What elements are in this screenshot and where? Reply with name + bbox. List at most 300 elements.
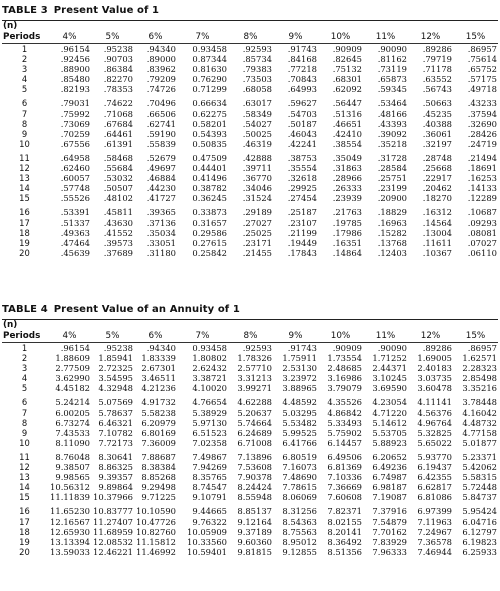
value-cell: .17843: [287, 247, 317, 258]
value-cell: 11.15812: [136, 536, 176, 547]
value-cell: 8.30641: [98, 451, 133, 462]
value-cell: .90909: [332, 44, 362, 54]
value-cell: .40388: [422, 118, 452, 129]
value-cell: .16312: [422, 207, 452, 218]
value-cell: .94340: [146, 44, 176, 54]
value-cell: .79031: [60, 98, 90, 109]
value-cell: .86384: [103, 64, 133, 75]
value-cell: 11.27407: [93, 516, 133, 527]
value-cell: .88900: [60, 64, 90, 75]
value-cell: .25025: [242, 227, 272, 238]
table-row: [2, 438, 498, 448]
value-cell: 6.25933: [462, 546, 497, 557]
value-cell: 1.80802: [192, 353, 227, 364]
value-cell: 7.82371: [327, 506, 362, 517]
value-cell: .74726: [146, 84, 176, 95]
table-row: [2, 173, 498, 183]
value-cell: .28426: [467, 128, 497, 139]
value-cell: .20900: [377, 193, 407, 204]
value-cell: 7.46944: [417, 546, 452, 557]
value-cell: 1.73554: [327, 353, 362, 364]
value-cell: .42410: [332, 128, 362, 139]
period-cell: 2: [21, 54, 28, 65]
period-cell: 20: [19, 546, 30, 557]
value-cell: 9.89864: [98, 482, 133, 493]
table-title: [2, 303, 498, 317]
table-title: [2, 4, 498, 18]
table-row: [2, 203, 498, 217]
value-cell: 5.78637: [98, 407, 133, 418]
value-cell: .55839: [146, 138, 176, 149]
value-cell: .43630: [103, 217, 133, 228]
value-cell: .63017: [242, 98, 272, 109]
value-cell: 8.51356: [327, 546, 362, 557]
value-cell: .32618: [287, 173, 317, 184]
value-cell: 6.24689: [237, 427, 272, 438]
value-cell: 5.53705: [372, 427, 407, 438]
value-cell: .14133: [467, 183, 497, 194]
table-row: [2, 472, 498, 482]
value-cell: .56743: [422, 84, 452, 95]
value-cell: 9.60360: [237, 536, 272, 547]
value-cell: 6.19823: [462, 536, 497, 547]
value-cell: 4.16042: [462, 407, 497, 418]
value-cell: .31524: [242, 193, 272, 204]
value-cell: .42888: [242, 152, 272, 163]
period-cell: 5: [21, 383, 28, 394]
value-cell: 1.62571: [462, 353, 497, 364]
value-cell: .86957: [467, 343, 497, 353]
value-cell: 8.11090: [55, 437, 90, 448]
table-row: [2, 84, 498, 94]
value-cell: 9.81815: [237, 546, 272, 557]
value-cell: 7.19087: [372, 492, 407, 503]
table-row: [2, 363, 498, 373]
value-cell: 3.35216: [462, 383, 497, 394]
value-cell: 8.24424: [237, 482, 272, 493]
value-cell: 8.20141: [327, 526, 362, 537]
period-cell: 15: [19, 492, 30, 503]
table-row: [2, 537, 498, 547]
period-cell: 14: [19, 482, 30, 493]
value-cell: .23171: [242, 237, 272, 248]
value-cell: 9.12164: [237, 516, 272, 527]
value-cell: .85734: [242, 54, 272, 65]
value-cell: 10.82760: [136, 526, 176, 537]
rate-header: 4%: [48, 331, 91, 343]
value-cell: 9.44665: [192, 506, 227, 517]
value-cell: .92593: [242, 44, 272, 54]
value-cell: 10.83777: [93, 506, 133, 517]
value-cell: .68058: [242, 84, 272, 95]
value-cell: .48166: [377, 108, 407, 119]
value-cell: .52679: [146, 152, 176, 163]
value-cell: 0.62275: [192, 108, 227, 119]
period-cell: 9: [21, 128, 28, 139]
value-cell: .50025: [242, 128, 272, 139]
value-cell: 0.44401: [192, 163, 227, 174]
value-cell: .66506: [146, 108, 176, 119]
value-cell: .65752: [467, 64, 497, 75]
value-cell: 9.76322: [192, 516, 227, 527]
value-cell: .75132: [332, 64, 362, 75]
period-cell: 15: [19, 193, 30, 204]
value-cell: .73503: [242, 74, 272, 85]
value-cell: 4.48592: [282, 397, 317, 408]
value-cell: 12.65930: [50, 526, 90, 537]
value-cell: 7.37916: [372, 506, 407, 517]
value-cell: .55526: [60, 193, 90, 204]
value-cell: 11.68959: [93, 526, 133, 537]
value-cell: .21494: [467, 152, 497, 163]
value-cell: .25668: [422, 163, 452, 174]
value-cell: 7.36578: [417, 536, 452, 547]
value-cell: .22917: [422, 173, 452, 184]
table-number: TABLE 3: [2, 5, 48, 16]
value-cell: 4.62288: [237, 397, 272, 408]
value-cell: 8.31256: [282, 506, 317, 517]
value-cell: 3.03735: [417, 373, 452, 384]
value-cell: 9.98565: [55, 472, 90, 483]
value-cell: .84168: [287, 54, 317, 65]
value-cell: .23107: [287, 217, 317, 228]
value-cell: .36061: [422, 128, 452, 139]
value-cell: .39573: [103, 237, 133, 248]
value-cell: .41552: [103, 227, 133, 238]
value-cell: .46884: [146, 173, 176, 184]
value-cell: 0.66634: [192, 98, 227, 109]
value-cell: 7.36009: [141, 437, 176, 448]
value-cell: .59190: [146, 128, 176, 139]
table-row: [2, 502, 498, 516]
value-cell: .64993: [287, 84, 317, 95]
value-cell: 8.86325: [98, 462, 133, 473]
value-cell: 7.94269: [192, 462, 227, 473]
value-cell: .14564: [422, 217, 452, 228]
value-cell: 8.35765: [192, 472, 227, 483]
value-cell: .42241: [287, 138, 317, 149]
value-cell: .18829: [377, 207, 407, 218]
value-cell: 9.71225: [141, 492, 176, 503]
value-cell: .47464: [60, 237, 90, 248]
value-cell: 3.54595: [98, 373, 133, 384]
value-cell: 3.16986: [327, 373, 362, 384]
period-cell: 12: [19, 462, 30, 473]
value-cell: .31863: [332, 163, 362, 174]
value-cell: 0.93458: [192, 343, 227, 353]
value-cell: 5.23371: [462, 451, 497, 462]
value-cell: 7.11963: [417, 516, 452, 527]
value-cell: .62092: [332, 84, 362, 95]
value-cell: .08081: [467, 227, 497, 238]
table-body: [2, 343, 498, 557]
value-cell: .34046: [242, 183, 272, 194]
value-cell: .89286: [422, 343, 452, 353]
value-cell: .89286: [422, 44, 452, 54]
value-cell: 6.04716: [462, 516, 497, 527]
rate-header: 8%: [228, 331, 273, 343]
value-cell: .45811: [103, 207, 133, 218]
value-cell: .12289: [467, 193, 497, 204]
value-cell: .32197: [422, 138, 452, 149]
rate-header: 6%: [134, 331, 177, 343]
value-cell: .16253: [467, 173, 497, 184]
value-cell: 6.98187: [372, 482, 407, 493]
value-cell: .49697: [146, 163, 176, 174]
value-cell: .35049: [332, 152, 362, 163]
value-cell: .51337: [60, 217, 90, 228]
table-row: [2, 448, 498, 462]
value-cell: .54703: [287, 108, 317, 119]
value-cell: .85480: [60, 74, 90, 85]
value-cell: 5.33493: [327, 417, 362, 428]
value-cell: 5.20637: [237, 407, 272, 418]
value-cell: 6.46321: [98, 417, 133, 428]
value-cell: 3.69590: [372, 383, 407, 394]
value-cell: .48102: [103, 193, 133, 204]
value-cell: 3.78448: [462, 397, 497, 408]
value-cell: .95238: [103, 44, 133, 54]
value-cell: .09293: [467, 217, 497, 228]
table-row: [2, 527, 498, 537]
value-cell: .25751: [377, 173, 407, 184]
value-cell: 10.33560: [187, 536, 227, 547]
value-cell: 3.31213: [237, 373, 272, 384]
rate-header: 7%: [177, 32, 228, 44]
table-row: [2, 393, 498, 407]
value-cell: .17986: [332, 227, 362, 238]
value-cell: .46651: [332, 118, 362, 129]
value-cell: .46043: [287, 128, 317, 139]
value-cell: 0.93458: [192, 44, 227, 54]
value-cell: .18270: [422, 193, 452, 204]
value-cell: .68301: [332, 74, 362, 85]
rate-header: 8%: [228, 32, 273, 44]
value-cell: 4.11141: [417, 397, 452, 408]
value-cell: 5.58315: [462, 472, 497, 483]
period-cell: 11: [19, 152, 30, 163]
value-cell: 7.53608: [237, 462, 272, 473]
rates-header-row: [2, 331, 498, 343]
value-cell: .94340: [146, 343, 176, 353]
value-cell: 7.10336: [327, 472, 362, 483]
value-cell: .45235: [422, 108, 452, 119]
value-cell: .83962: [146, 64, 176, 75]
table-caption: Present Value of an Annuity of 1: [53, 304, 240, 315]
value-cell: .71178: [422, 64, 452, 75]
value-cell: .28966: [332, 173, 362, 184]
rate-header: 11%: [363, 331, 408, 343]
value-cell: 11.11839: [50, 492, 90, 503]
period-cell: 1: [21, 343, 28, 353]
value-cell: .14864: [332, 247, 362, 258]
value-cell: 6.74987: [372, 472, 407, 483]
value-cell: 11.65230: [50, 506, 90, 517]
value-cell: .92456: [60, 54, 90, 65]
period-cell: 3: [21, 363, 28, 374]
value-cell: .13004: [422, 227, 452, 238]
present-value-table: [2, 4, 498, 258]
value-cell: 6.71008: [237, 437, 272, 448]
value-cell: 5.84737: [462, 492, 497, 503]
value-cell: 3.88965: [282, 383, 317, 394]
value-cell: 7.13896: [237, 451, 272, 462]
value-cell: 3.46511: [141, 373, 176, 384]
value-cell: .46319: [242, 138, 272, 149]
value-cell: 7.16073: [282, 462, 317, 473]
value-cell: .39092: [377, 128, 407, 139]
rate-header: 10%: [318, 331, 363, 343]
value-cell: 7.83929: [372, 536, 407, 547]
value-cell: 6.81369: [327, 462, 362, 473]
value-cell: 5.53482: [282, 417, 317, 428]
value-cell: .82193: [60, 84, 90, 95]
value-cell: 7.43533: [55, 427, 90, 438]
rate-header: 10%: [318, 32, 363, 44]
value-cell: .19785: [332, 217, 362, 228]
table-row: [2, 248, 498, 258]
rate-header: 6%: [134, 32, 177, 44]
rates-header-row: [2, 32, 498, 44]
value-cell: 4.96764: [417, 417, 452, 428]
value-cell: 6.19437: [417, 462, 452, 473]
table-row: [2, 139, 498, 149]
value-cell: .90909: [332, 343, 362, 353]
value-cell: 1.88609: [55, 353, 90, 364]
table-number: TABLE 4: [2, 304, 48, 315]
period-cell: 1: [21, 44, 28, 54]
value-cell: .38753: [287, 152, 317, 163]
value-cell: .23939: [332, 193, 362, 204]
value-cell: .62741: [146, 118, 176, 129]
value-cell: .79209: [146, 74, 176, 85]
value-cell: 9.39357: [98, 472, 133, 483]
value-cell: .86957: [467, 44, 497, 54]
value-cell: .70843: [287, 74, 317, 85]
table-row: [2, 353, 498, 363]
period-cell: 16: [19, 506, 30, 517]
value-cell: 2.62432: [192, 363, 227, 374]
value-cell: 5.58238: [141, 407, 176, 418]
value-cell: 3.99271: [237, 383, 272, 394]
value-cell: .06110: [467, 247, 497, 258]
value-cell: 7.70162: [372, 526, 407, 537]
value-cell: 4.45182: [55, 383, 90, 394]
value-cell: .59627: [287, 98, 317, 109]
value-cell: 2.53130: [282, 363, 317, 374]
value-cell: .51316: [332, 108, 362, 119]
rate-header: 4%: [48, 32, 91, 44]
value-cell: 5.42062: [462, 462, 497, 473]
value-cell: .37136: [146, 217, 176, 228]
value-cell: .28584: [377, 163, 407, 174]
value-cell: 0.36245: [192, 193, 227, 204]
value-cell: .36770: [242, 173, 272, 184]
value-cell: 9.38507: [55, 462, 90, 473]
rate-header: 12%: [408, 331, 453, 343]
value-cell: 10.10590: [136, 506, 176, 517]
period-cell: 18: [19, 526, 30, 537]
value-cell: .81162: [377, 54, 407, 65]
value-cell: 0.76290: [192, 74, 227, 85]
value-cell: .67556: [60, 138, 90, 149]
period-cell: 8: [21, 417, 28, 428]
value-cell: 3.10245: [372, 373, 407, 384]
value-cell: 3.23972: [282, 373, 317, 384]
value-cell: .79383: [242, 64, 272, 75]
period-cell: 2: [21, 353, 28, 364]
value-cell: 8.54363: [282, 516, 317, 527]
value-cell: 6.49506: [327, 451, 362, 462]
value-cell: 8.02155: [327, 516, 362, 527]
value-cell: .70496: [146, 98, 176, 109]
table-row: [2, 408, 498, 418]
value-cell: 2.67301: [141, 363, 176, 374]
value-cell: 5.32825: [417, 427, 452, 438]
value-cell: 4.48732: [462, 417, 497, 428]
value-cell: 4.10020: [192, 383, 227, 394]
value-cell: .92593: [242, 343, 272, 353]
value-cell: .10687: [467, 207, 497, 218]
table-row: [2, 373, 498, 383]
value-cell: 10.37966: [93, 492, 133, 503]
period-cell: 10: [19, 437, 30, 448]
value-cell: .12403: [377, 247, 407, 258]
value-cell: 0.25842: [192, 247, 227, 258]
period-cell: 19: [19, 237, 30, 248]
value-cell: 5.99525: [282, 427, 317, 438]
value-cell: .67684: [103, 118, 133, 129]
value-cell: 4.56376: [417, 407, 452, 418]
rate-header: 9%: [273, 331, 318, 343]
value-cell: 8.38384: [141, 462, 176, 473]
value-cell: 7.49867: [192, 451, 227, 462]
value-cell: .89000: [146, 54, 176, 65]
value-cell: 2.40183: [417, 363, 452, 374]
value-cell: .39711: [242, 163, 272, 174]
value-cell: 2.57710: [237, 363, 272, 374]
period-cell: 8: [21, 118, 28, 129]
value-cell: .74622: [103, 98, 133, 109]
table-row: [2, 228, 498, 238]
rate-header: 5%: [91, 331, 134, 343]
value-cell: 0.38782: [192, 183, 227, 194]
value-cell: .31180: [146, 247, 176, 258]
value-cell: 6.12797: [462, 526, 497, 537]
value-cell: 7.02358: [192, 437, 227, 448]
value-cell: .38554: [332, 138, 362, 149]
value-cell: .49718: [467, 84, 497, 95]
value-cell: .18691: [467, 163, 497, 174]
rate-header: 9%: [273, 32, 318, 44]
period-cell: 4: [21, 373, 28, 384]
value-cell: 0.87344: [192, 54, 227, 65]
table-row: [2, 482, 498, 492]
value-cell: 6.80519: [282, 451, 317, 462]
value-cell: .61391: [103, 138, 133, 149]
value-cell: 0.41496: [192, 173, 227, 184]
value-cell: .53464: [377, 98, 407, 109]
value-cell: .96154: [60, 44, 90, 54]
value-cell: .27454: [287, 193, 317, 204]
value-cell: 6.51523: [192, 427, 227, 438]
value-cell: 7.90378: [237, 472, 272, 483]
value-cell: 7.54879: [372, 516, 407, 527]
value-cell: .70259: [60, 128, 90, 139]
value-cell: 1.85941: [98, 353, 133, 364]
value-cell: .95238: [103, 343, 133, 353]
value-cell: 4.23054: [372, 397, 407, 408]
